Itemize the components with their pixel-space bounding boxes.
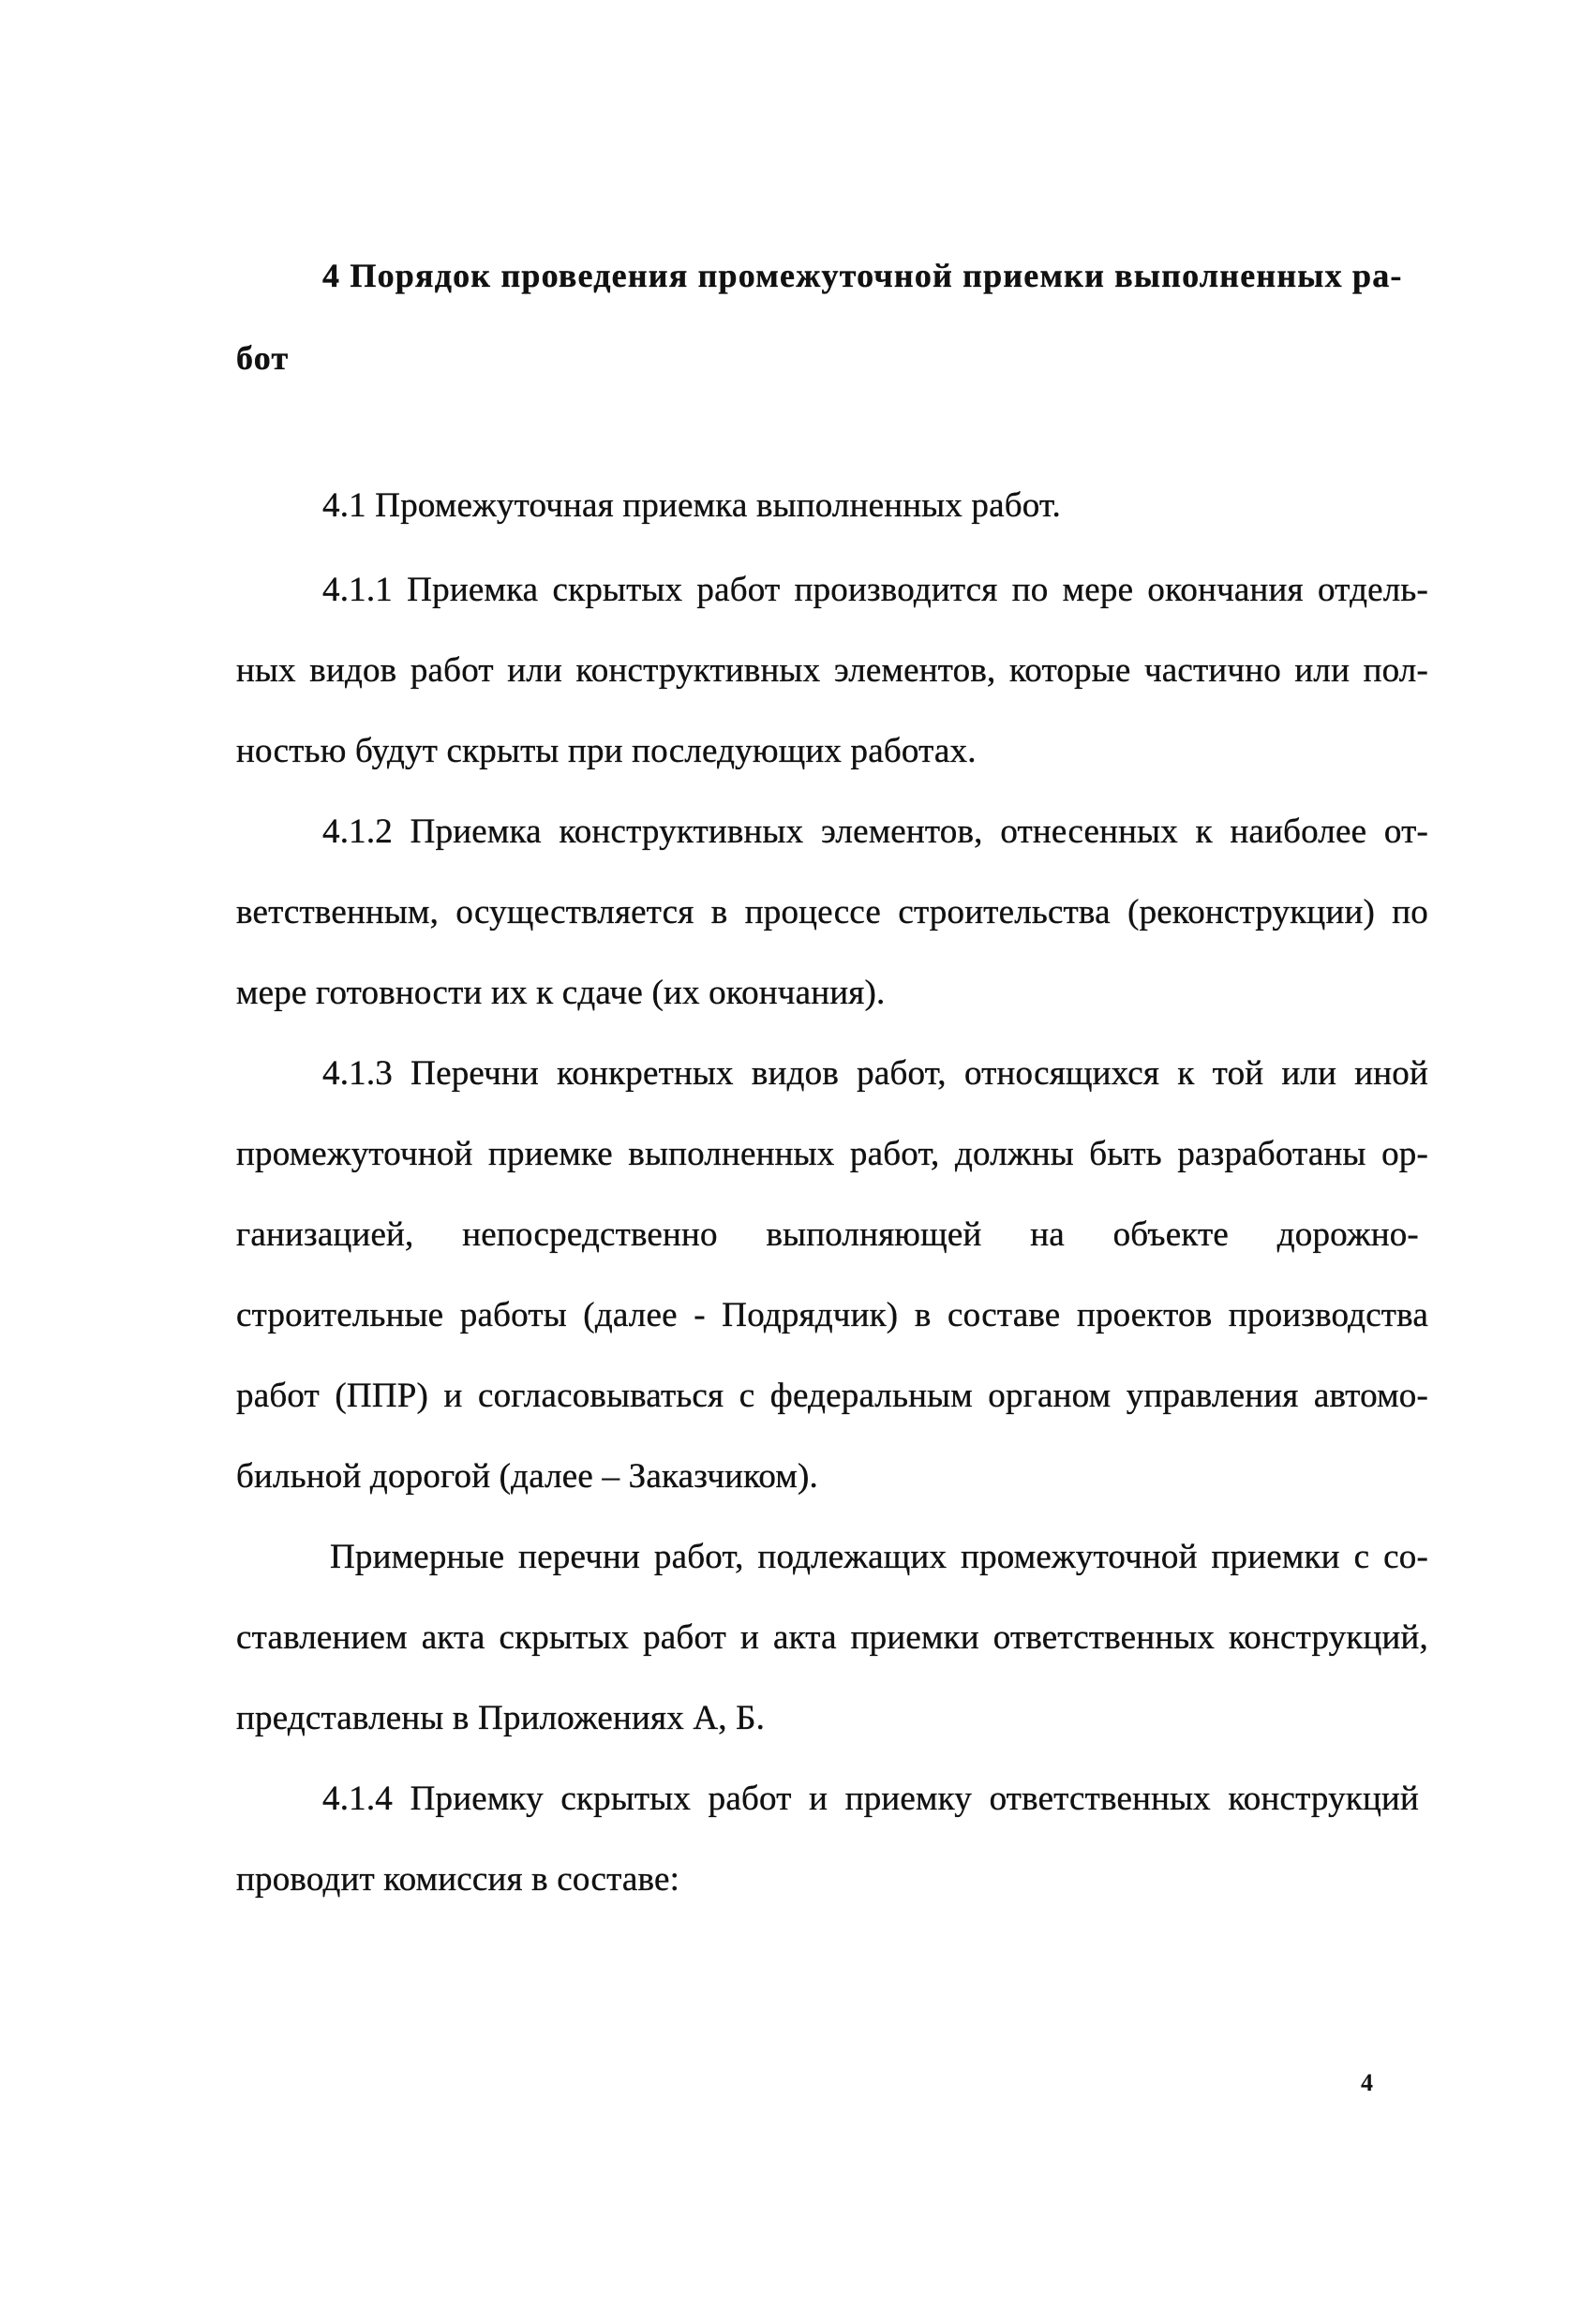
- section-heading-line-2: бот: [236, 339, 290, 377]
- paragraph-4-1-3-line-4: строительные работы (далее - Подрядчик) в составе проектов производства: [236, 1296, 1428, 1334]
- section-heading-text-1: 4 Порядок проведения промежуточной приемки выполненных ра-: [322, 257, 1403, 294]
- paragraph-4-1-4-line-2: проводит комиссия в составе:: [236, 1860, 680, 1899]
- paragraph-4-1-2-line-2: ветственным, осуществляется в процессе строительства (реконструкции) по: [236, 893, 1428, 931]
- paragraph-4-1-3-line-5: работ (ППР) и согласовываться с федеральным органом управления автомо-: [236, 1377, 1428, 1415]
- paragraph-examples-line-1: Примерные перечни работ, подлежащих промежуточной приемки с со-: [330, 1538, 1428, 1576]
- section-heading-line-1: [322, 255, 1428, 296]
- paragraph-4-1-4-line-1: 4.1.4 Приемку скрытых работ и приемку ответственных конструкций: [322, 1780, 1419, 1818]
- paragraph-4-1-1-line-2: ных видов работ или конструктивных элементов, которые частично или пол-: [236, 651, 1428, 690]
- paragraph-examples-line-3: представлены в Приложениях А, Б.: [236, 1699, 766, 1737]
- paragraph-4-1-3-line-3: ганизацией, непосредственно выполняющей на объекте дорожно-: [236, 1215, 1419, 1254]
- paragraph-4-1: 4.1 Промежуточная приемка выполненных работ.: [322, 486, 1062, 525]
- paragraph-4-1-3-line-2: промежуточной приемке выполненных работ, должны быть разработаны ор-: [236, 1135, 1428, 1173]
- paragraph-4-1-2-line-3: мере готовности их к сдаче (их окончания).: [236, 974, 886, 1012]
- paragraph-4-1-3-line-1: 4.1.3 Перечни конкретных видов работ, относящихся к той или иной: [322, 1054, 1428, 1093]
- paragraph-examples-line-2: ставлением акта скрытых работ и акта приемки ответственных конструкций,: [236, 1618, 1428, 1657]
- page-number: 4: [1361, 2069, 1373, 2096]
- paragraph-4-1-2-line-1: 4.1.2 Приемка конструктивных элементов, отнесенных к наиболее от-: [322, 812, 1428, 851]
- paragraph-4-1-3-line-6: бильной дорогой (далее – Заказчиком).: [236, 1457, 819, 1496]
- paragraph-4-1-1-line-1: 4.1.1 Приемка скрытых работ производится по мере окончания отдель-: [322, 571, 1428, 609]
- paragraph-4-1-1-line-3: ностью будут скрыты при последующих работах.: [236, 732, 977, 770]
